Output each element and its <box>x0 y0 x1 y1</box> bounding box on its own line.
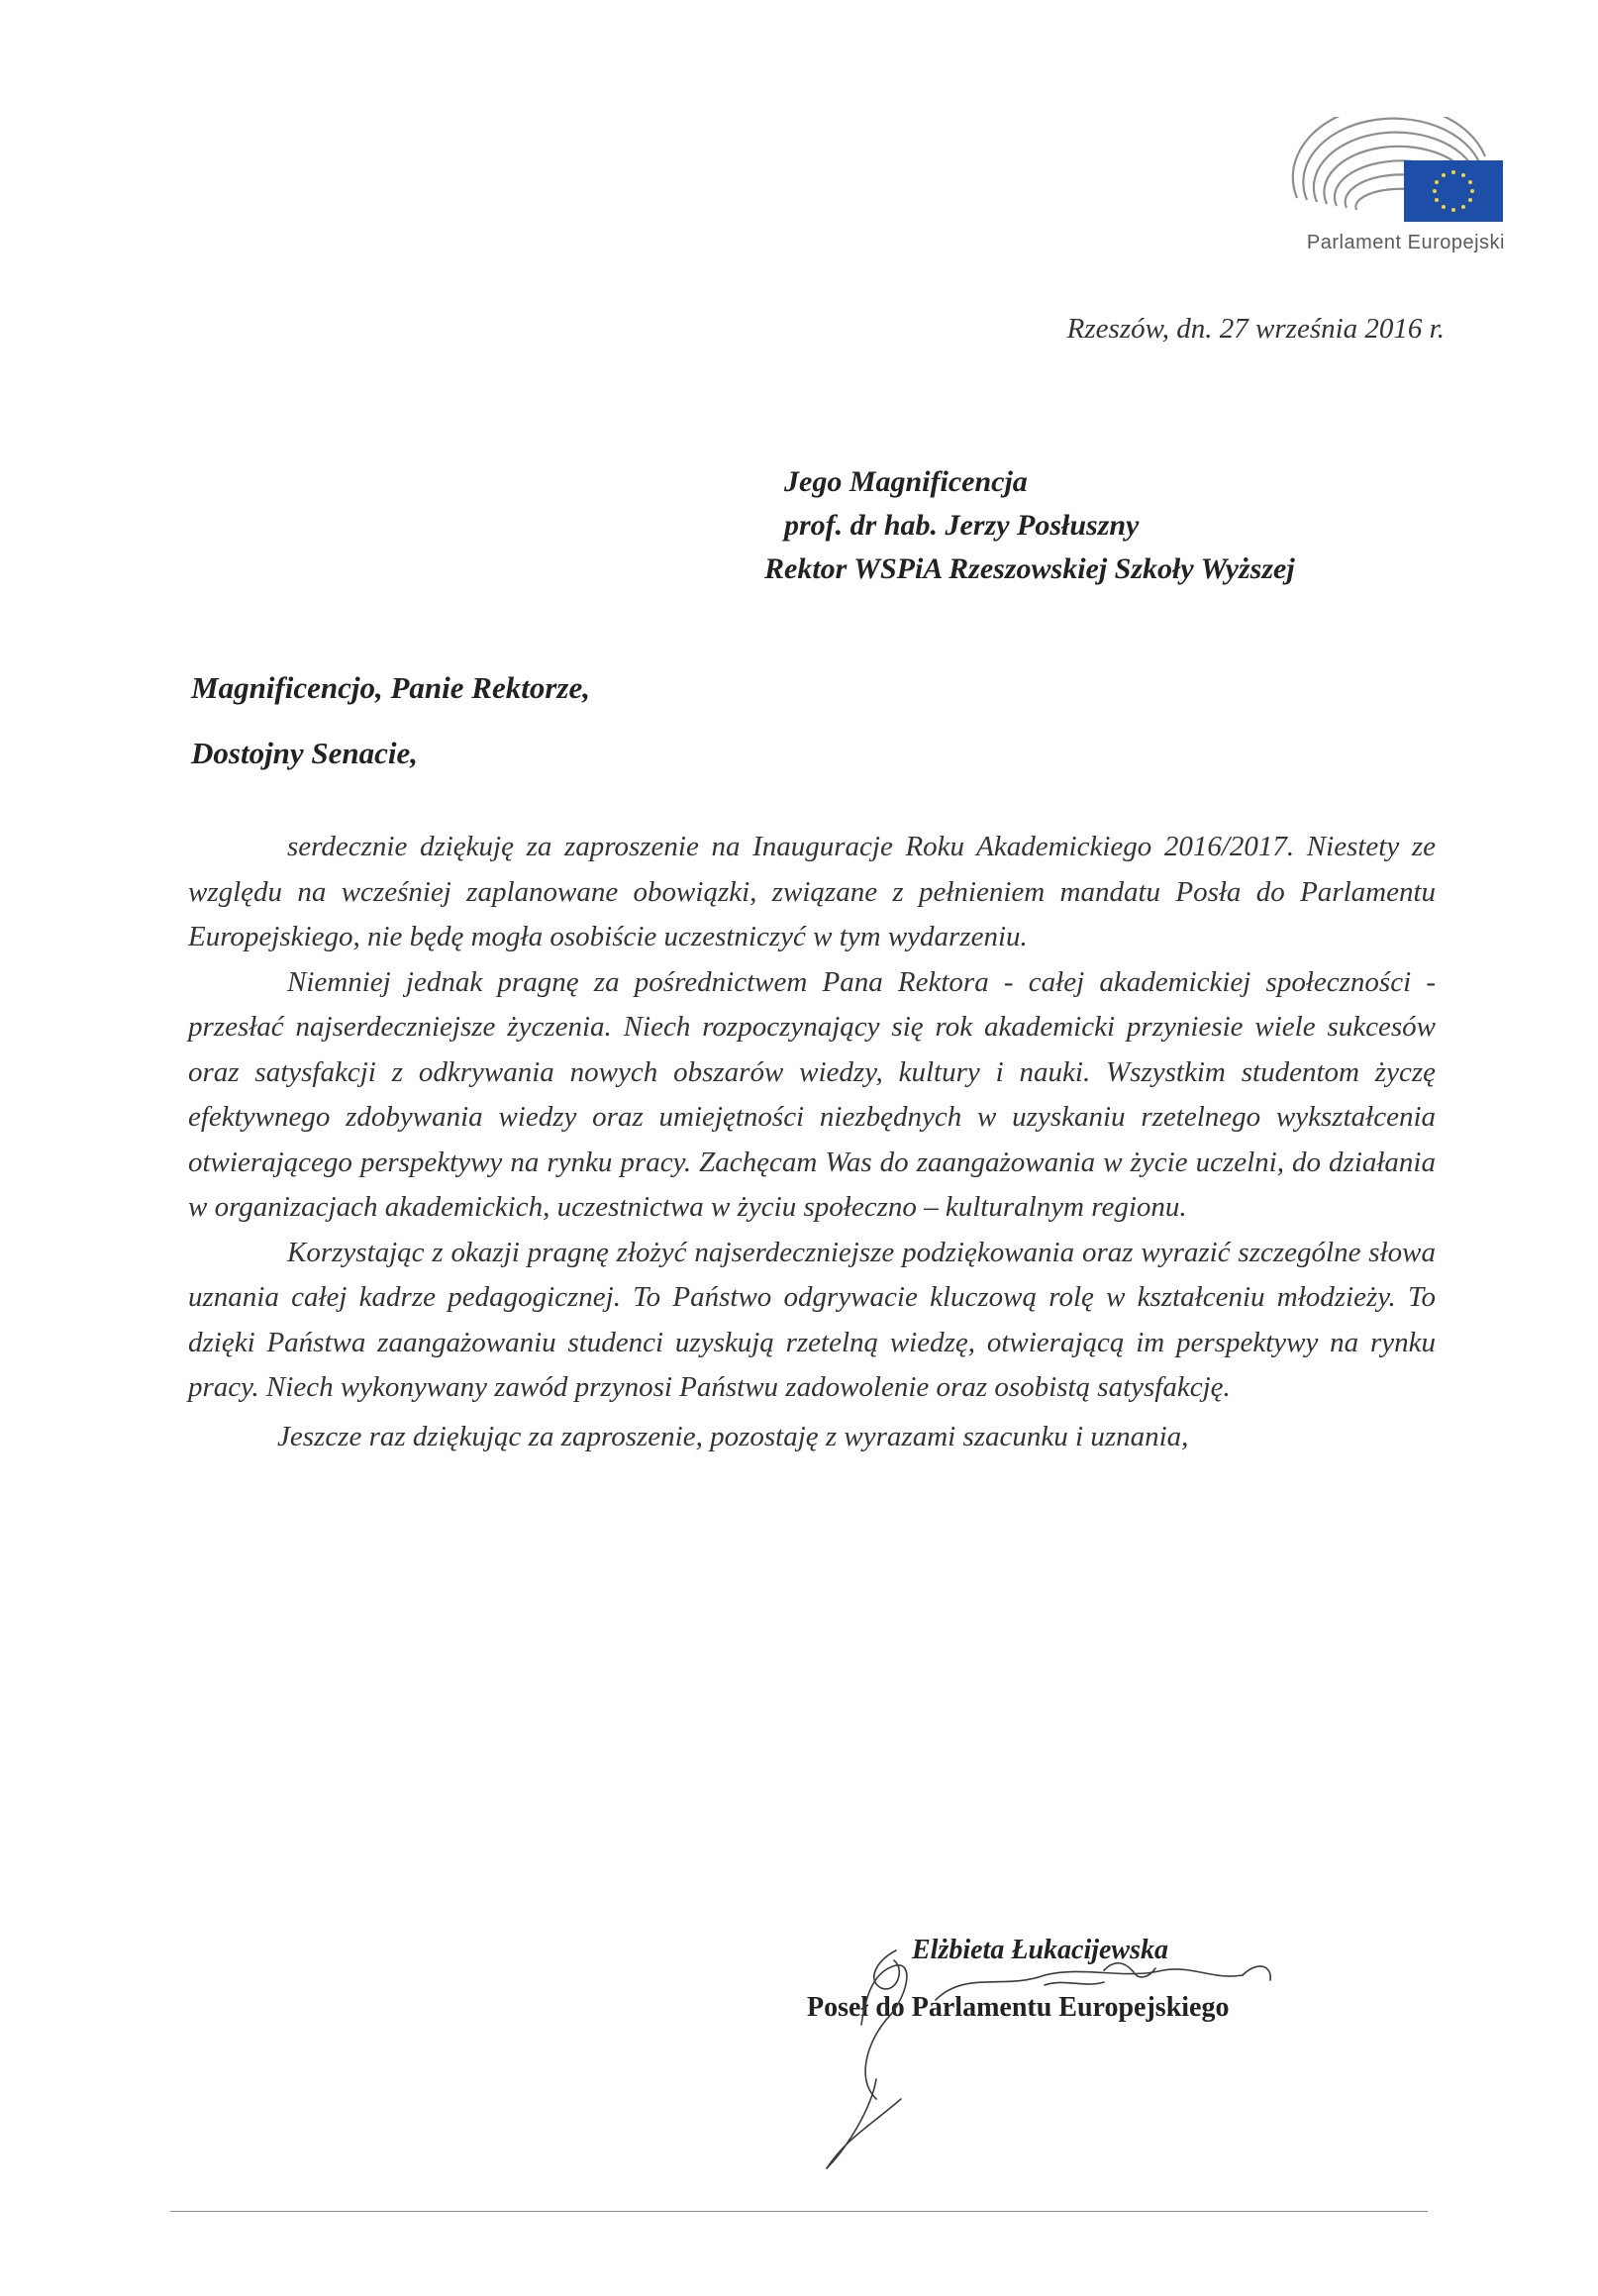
letter-body <box>188 825 1436 1459</box>
salutation-line-2: Dostojny Senacie, <box>191 736 419 770</box>
letterhead-logo <box>1287 117 1505 265</box>
body-paragraph-3: Korzystając z okazji pragnę złożyć najserdeczniejsze podziękowania oraz wyrazić szczególne słowa uznania całej kadrze pedagogicznej. To Państwo odgrywacie kluczową rolę w kształceniu młodzieży. To dzięki Państwa zaangażowaniu studenci uzyskują rzetelną wiedzę, otwierającą im perspektywy na rynku pracy. Niech wykonywany zawód przynosi Państwu zadowolenie oraz osobistą satysfakcję. <box>188 1236 1436 1403</box>
closing-line: Jeszcze raz dziękując za zaproszenie, pozostaję z wyrazami szacunku i uznania, <box>277 1420 1189 1452</box>
salutation-block <box>191 655 590 786</box>
body-paragraph-2: Niemniej jednak pragnę za pośrednictwem Pana Rektora - całej akademickiej społeczności - przesłać najserdeczniejsze życzenia. Niech rozpoczynający się rok akademicki przyniesie wiele sukcesów oraz satysfakcji z odkrywania nowych obszarów wiedzy, kultury i nauki. Wszystkim studentom życzę efektywnego zdobywania wiedzy oraz umiejętności niezbędnych w uzyskaniu rzetelnego wykształcenia otwierającego perspektywy na rynku pracy. Zachęcam Was do zaangażowania w życie uczelni, do działania w organizacjach akademickich, uczestnictwa w życiu społeczno – kulturalnym regionu. <box>188 965 1436 1223</box>
date-line: Rzeszów, dn. 27 września 2016 r. <box>1066 313 1445 345</box>
institution-name: Parlament Europejski <box>1306 232 1505 253</box>
footer-divider <box>170 2211 1428 2212</box>
signature-block <box>807 1931 1322 2188</box>
signatory-name: Elżbieta Łukacijewska <box>912 1935 1168 1965</box>
handwritten-signature <box>807 1931 1322 2188</box>
european-parliament-logo-icon <box>1287 117 1505 236</box>
signatory-title: Poseł do Parlamentu Europejskiego <box>807 1992 1230 2023</box>
recipient-position: Rektor WSPiA Rzeszowskiej Szkoły Wyższej <box>764 552 1295 585</box>
recipient-name: prof. dr hab. Jerzy Posłuszny <box>784 509 1140 542</box>
salutation-line-1: Magnificencjo, Panie Rektorze, <box>191 670 590 705</box>
recipient-block <box>764 460 1295 591</box>
body-paragraph-1: serdecznie dziękuję za zaproszenie na Inauguracje Roku Akademickiego 2016/2017. Niestety ze względu na wcześniej zaplanowane obowiązki, związane z pełnieniem mandatu Posła do Parlamentu Europejskiego, nie będę mogła osobiście uczestniczyć w tym wydarzeniu. <box>188 831 1436 952</box>
recipient-honorific: Jego Magnificencja <box>784 465 1028 498</box>
